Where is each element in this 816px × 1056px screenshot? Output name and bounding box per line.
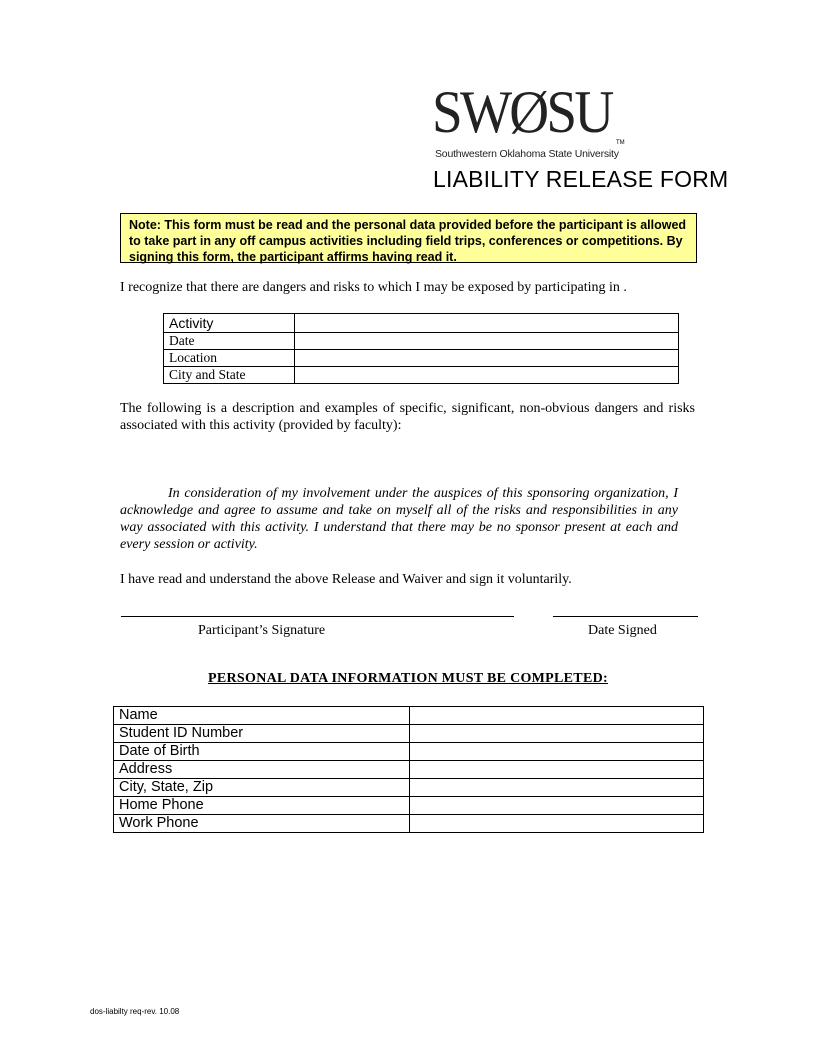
note-box: Note: This form must be read and the personal data provided before the participant is allowed to take part in any off campus activities including field trips, conferences or competitions. By signing this form, the participant affirms having read it. (120, 213, 697, 263)
home-phone-row (114, 797, 704, 815)
student-id-input[interactable] (410, 725, 704, 743)
name-input[interactable] (410, 707, 704, 725)
form-title: LIABILITY RELEASE FORM (433, 166, 729, 192)
home-phone-input[interactable] (410, 797, 704, 815)
participant-signature-line[interactable] (121, 616, 514, 617)
student-id-label: Student ID Number (114, 725, 410, 743)
date-label: Date (164, 333, 295, 350)
footer-revision: dos-liabilty req-rev. 10.08 (90, 1007, 180, 1016)
city-state-input[interactable] (295, 367, 679, 384)
activity-label: Activity (164, 314, 295, 333)
name-row (114, 707, 704, 725)
activity-table (163, 313, 679, 384)
city-state-label: City and State (164, 367, 295, 384)
date-of-birth-label: Date of Birth (114, 743, 410, 761)
work-phone-label: Work Phone (114, 815, 410, 833)
date-of-birth-input[interactable] (410, 743, 704, 761)
participant-signature-label: Participant’s Signature (198, 623, 326, 638)
city-state-row (164, 367, 679, 384)
personal-data-table (113, 706, 704, 833)
recognize-paragraph: I recognize that there are dangers and risks to which I may be exposed by participating in . (120, 280, 627, 295)
date-signed-label: Date Signed (588, 623, 657, 638)
description-paragraph: The following is a description and examples of specific, significant, non-obvious dangers and risks associated with this activity (provided by faculty): (120, 401, 695, 433)
read-understand-paragraph: I have read and understand the above Release and Waiver and sign it voluntarily. (120, 572, 572, 587)
personal-data-heading: PERSONAL DATA INFORMATION MUST BE COMPLETED: (208, 671, 608, 686)
date-of-birth-row (114, 743, 704, 761)
location-row (164, 350, 679, 367)
address-row (114, 761, 704, 779)
logo-trademark: TM (616, 140, 625, 146)
logo-subtitle: Southwestern Oklahoma State University (435, 148, 619, 160)
work-phone-input[interactable] (410, 815, 704, 833)
student-id-row (114, 725, 704, 743)
logo-wordmark: SWØSU (432, 79, 612, 145)
location-input[interactable] (295, 350, 679, 367)
city-state-zip-label: City, State, Zip (114, 779, 410, 797)
city-state-zip-input[interactable] (410, 779, 704, 797)
name-label: Name (114, 707, 410, 725)
city-state-zip-row (114, 779, 704, 797)
address-label: Address (114, 761, 410, 779)
activity-row (164, 314, 679, 333)
date-input[interactable] (295, 333, 679, 350)
address-input[interactable] (410, 761, 704, 779)
home-phone-label: Home Phone (114, 797, 410, 815)
date-signed-line[interactable] (553, 616, 698, 617)
swosu-logo (432, 79, 632, 164)
consideration-paragraph: In consideration of my involvement under the auspices of this sponsoring organization, I acknowledge and agree to assume and take on myself all of the risks and responsibilities in any way associated with this activity. I understand that there may be no sponsor present at each and every session or activity. (120, 486, 678, 552)
location-label: Location (164, 350, 295, 367)
work-phone-row (114, 815, 704, 833)
date-row (164, 333, 679, 350)
activity-input[interactable] (295, 314, 679, 333)
